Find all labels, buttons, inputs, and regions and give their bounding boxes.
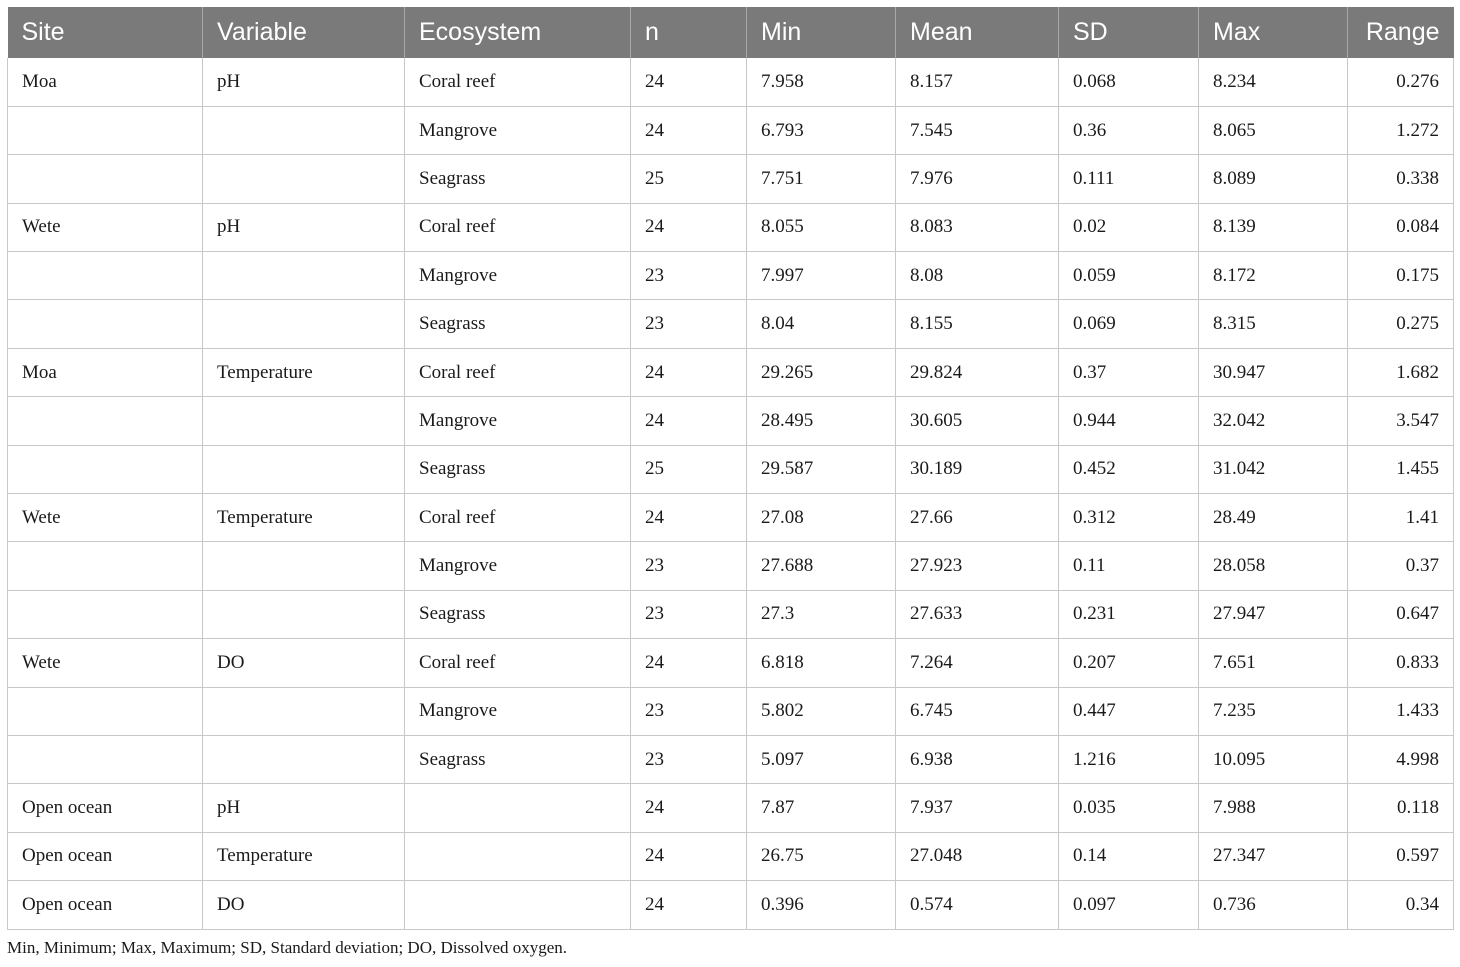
cell-mean: 7.264	[896, 639, 1059, 687]
cell-range: 0.597	[1348, 832, 1454, 880]
cell-mean: 30.189	[896, 445, 1059, 493]
cell-range: 4.998	[1348, 735, 1454, 783]
cell-variable: pH	[203, 58, 405, 106]
table-row	[8, 832, 1454, 880]
cell-mean: 27.923	[896, 542, 1059, 590]
cell-sd: 0.059	[1059, 252, 1199, 300]
cell-sd: 0.11	[1059, 542, 1199, 590]
table-row	[8, 155, 1454, 203]
cell-sd: 0.447	[1059, 687, 1199, 735]
cell-min: 29.265	[747, 348, 896, 396]
cell-variable	[203, 106, 405, 154]
table-row	[8, 203, 1454, 251]
table-row	[8, 106, 1454, 154]
cell-mean: 7.937	[896, 784, 1059, 832]
cell-site	[8, 542, 203, 590]
cell-min: 27.3	[747, 590, 896, 638]
cell-site	[8, 155, 203, 203]
cell-max: 7.235	[1199, 687, 1348, 735]
cell-min: 7.958	[747, 58, 896, 106]
cell-variable	[203, 397, 405, 445]
cell-max: 32.042	[1199, 397, 1348, 445]
cell-min: 6.793	[747, 106, 896, 154]
cell-mean: 30.605	[896, 397, 1059, 445]
cell-range: 3.547	[1348, 397, 1454, 445]
cell-mean: 29.824	[896, 348, 1059, 396]
cell-ecosystem: Mangrove	[405, 542, 631, 590]
cell-n: 25	[631, 155, 747, 203]
cell-ecosystem	[405, 832, 631, 880]
table-row	[8, 252, 1454, 300]
cell-min: 27.08	[747, 494, 896, 542]
table-row	[8, 445, 1454, 493]
cell-mean: 7.976	[896, 155, 1059, 203]
cell-ecosystem: Coral reef	[405, 58, 631, 106]
cell-site: Moa	[8, 58, 203, 106]
cell-max: 31.042	[1199, 445, 1348, 493]
cell-min: 7.997	[747, 252, 896, 300]
cell-min: 8.055	[747, 203, 896, 251]
table-row	[8, 58, 1454, 106]
cell-range: 0.833	[1348, 639, 1454, 687]
cell-mean: 27.633	[896, 590, 1059, 638]
cell-range: 1.455	[1348, 445, 1454, 493]
table-row	[8, 735, 1454, 783]
cell-site: Wete	[8, 203, 203, 251]
cell-ecosystem: Seagrass	[405, 155, 631, 203]
cell-range: 1.433	[1348, 687, 1454, 735]
header-sd: SD	[1059, 7, 1199, 58]
cell-min: 6.818	[747, 639, 896, 687]
data-table	[7, 7, 1454, 930]
cell-variable	[203, 687, 405, 735]
cell-min: 26.75	[747, 832, 896, 880]
cell-n: 24	[631, 881, 747, 929]
cell-min: 5.097	[747, 735, 896, 783]
cell-range: 0.118	[1348, 784, 1454, 832]
cell-ecosystem: Mangrove	[405, 106, 631, 154]
cell-range: 0.647	[1348, 590, 1454, 638]
cell-variable: Temperature	[203, 832, 405, 880]
header-site: Site	[8, 7, 203, 58]
cell-variable	[203, 445, 405, 493]
cell-max: 8.172	[1199, 252, 1348, 300]
cell-mean: 0.574	[896, 881, 1059, 929]
cell-sd: 0.035	[1059, 784, 1199, 832]
table-row	[8, 881, 1454, 929]
cell-site: Wete	[8, 639, 203, 687]
cell-range: 0.34	[1348, 881, 1454, 929]
cell-n: 24	[631, 494, 747, 542]
cell-range: 1.272	[1348, 106, 1454, 154]
table-header-row	[8, 7, 1454, 58]
cell-ecosystem: Seagrass	[405, 735, 631, 783]
cell-max: 7.988	[1199, 784, 1348, 832]
cell-n: 24	[631, 58, 747, 106]
table-row	[8, 639, 1454, 687]
cell-variable	[203, 252, 405, 300]
cell-sd: 0.37	[1059, 348, 1199, 396]
cell-n: 23	[631, 542, 747, 590]
cell-sd: 0.069	[1059, 300, 1199, 348]
cell-max: 0.736	[1199, 881, 1348, 929]
cell-mean: 8.157	[896, 58, 1059, 106]
header-variable: Variable	[203, 7, 405, 58]
cell-max: 28.49	[1199, 494, 1348, 542]
header-mean: Mean	[896, 7, 1059, 58]
cell-site: Open ocean	[8, 881, 203, 929]
table-row	[8, 784, 1454, 832]
cell-variable	[203, 300, 405, 348]
cell-max: 27.347	[1199, 832, 1348, 880]
cell-n: 24	[631, 639, 747, 687]
cell-min: 27.688	[747, 542, 896, 590]
cell-mean: 8.155	[896, 300, 1059, 348]
header-range: Range	[1348, 7, 1454, 58]
table-row	[8, 542, 1454, 590]
header-min: Min	[747, 7, 896, 58]
cell-sd: 0.944	[1059, 397, 1199, 445]
cell-min: 5.802	[747, 687, 896, 735]
cell-min: 29.587	[747, 445, 896, 493]
cell-min: 7.87	[747, 784, 896, 832]
cell-site: Moa	[8, 348, 203, 396]
cell-mean: 8.08	[896, 252, 1059, 300]
cell-site	[8, 590, 203, 638]
data-table-container	[7, 7, 1453, 930]
cell-range: 1.41	[1348, 494, 1454, 542]
cell-max: 8.139	[1199, 203, 1348, 251]
cell-n: 25	[631, 445, 747, 493]
cell-mean: 27.66	[896, 494, 1059, 542]
cell-variable: pH	[203, 784, 405, 832]
cell-sd: 0.111	[1059, 155, 1199, 203]
cell-max: 8.089	[1199, 155, 1348, 203]
cell-mean: 6.938	[896, 735, 1059, 783]
cell-site: Open ocean	[8, 832, 203, 880]
cell-ecosystem: Coral reef	[405, 494, 631, 542]
cell-max: 7.651	[1199, 639, 1348, 687]
cell-ecosystem: Mangrove	[405, 687, 631, 735]
cell-variable: DO	[203, 881, 405, 929]
cell-n: 24	[631, 397, 747, 445]
cell-variable	[203, 542, 405, 590]
cell-site	[8, 252, 203, 300]
cell-range: 0.37	[1348, 542, 1454, 590]
cell-ecosystem: Seagrass	[405, 445, 631, 493]
cell-min: 28.495	[747, 397, 896, 445]
cell-range: 1.682	[1348, 348, 1454, 396]
cell-ecosystem	[405, 881, 631, 929]
cell-range: 0.275	[1348, 300, 1454, 348]
table-row	[8, 348, 1454, 396]
cell-n: 23	[631, 590, 747, 638]
cell-site	[8, 397, 203, 445]
cell-mean: 27.048	[896, 832, 1059, 880]
cell-range: 0.175	[1348, 252, 1454, 300]
cell-max: 8.065	[1199, 106, 1348, 154]
cell-site	[8, 445, 203, 493]
table-footnote: Min, Minimum; Max, Maximum; SD, Standard deviation; DO, Dissolved oxygen.	[7, 938, 568, 957]
cell-range: 0.338	[1348, 155, 1454, 203]
table-row	[8, 687, 1454, 735]
cell-variable: Temperature	[203, 494, 405, 542]
cell-sd: 0.207	[1059, 639, 1199, 687]
cell-max: 30.947	[1199, 348, 1348, 396]
cell-sd: 0.097	[1059, 881, 1199, 929]
cell-n: 23	[631, 735, 747, 783]
cell-variable: pH	[203, 203, 405, 251]
cell-ecosystem: Mangrove	[405, 397, 631, 445]
cell-variable	[203, 735, 405, 783]
cell-ecosystem: Coral reef	[405, 639, 631, 687]
table-row	[8, 300, 1454, 348]
cell-variable: DO	[203, 639, 405, 687]
cell-site: Wete	[8, 494, 203, 542]
cell-n: 23	[631, 687, 747, 735]
cell-sd: 0.452	[1059, 445, 1199, 493]
cell-ecosystem: Mangrove	[405, 252, 631, 300]
cell-site	[8, 300, 203, 348]
table-row	[8, 494, 1454, 542]
table-row	[8, 397, 1454, 445]
cell-n: 24	[631, 106, 747, 154]
cell-ecosystem: Seagrass	[405, 300, 631, 348]
cell-max: 28.058	[1199, 542, 1348, 590]
cell-variable: Temperature	[203, 348, 405, 396]
cell-sd: 0.312	[1059, 494, 1199, 542]
cell-n: 23	[631, 252, 747, 300]
cell-max: 8.315	[1199, 300, 1348, 348]
cell-sd: 0.068	[1059, 58, 1199, 106]
cell-n: 23	[631, 300, 747, 348]
cell-sd: 0.36	[1059, 106, 1199, 154]
cell-n: 24	[631, 348, 747, 396]
cell-ecosystem	[405, 784, 631, 832]
cell-n: 24	[631, 203, 747, 251]
cell-sd: 0.02	[1059, 203, 1199, 251]
cell-mean: 8.083	[896, 203, 1059, 251]
cell-mean: 7.545	[896, 106, 1059, 154]
cell-max: 8.234	[1199, 58, 1348, 106]
cell-n: 24	[631, 832, 747, 880]
header-max: Max	[1199, 7, 1348, 58]
cell-sd: 1.216	[1059, 735, 1199, 783]
table-body	[8, 58, 1454, 929]
table-row	[8, 590, 1454, 638]
cell-mean: 6.745	[896, 687, 1059, 735]
cell-max: 10.095	[1199, 735, 1348, 783]
cell-n: 24	[631, 784, 747, 832]
cell-range: 0.084	[1348, 203, 1454, 251]
cell-sd: 0.14	[1059, 832, 1199, 880]
header-ecosystem: Ecosystem	[405, 7, 631, 58]
cell-ecosystem: Coral reef	[405, 348, 631, 396]
cell-ecosystem: Coral reef	[405, 203, 631, 251]
cell-min: 0.396	[747, 881, 896, 929]
cell-variable	[203, 155, 405, 203]
cell-max: 27.947	[1199, 590, 1348, 638]
cell-site	[8, 106, 203, 154]
cell-min: 7.751	[747, 155, 896, 203]
cell-min: 8.04	[747, 300, 896, 348]
cell-ecosystem: Seagrass	[405, 590, 631, 638]
cell-site	[8, 735, 203, 783]
cell-sd: 0.231	[1059, 590, 1199, 638]
header-n: n	[631, 7, 747, 58]
cell-variable	[203, 590, 405, 638]
cell-range: 0.276	[1348, 58, 1454, 106]
cell-site: Open ocean	[8, 784, 203, 832]
cell-site	[8, 687, 203, 735]
